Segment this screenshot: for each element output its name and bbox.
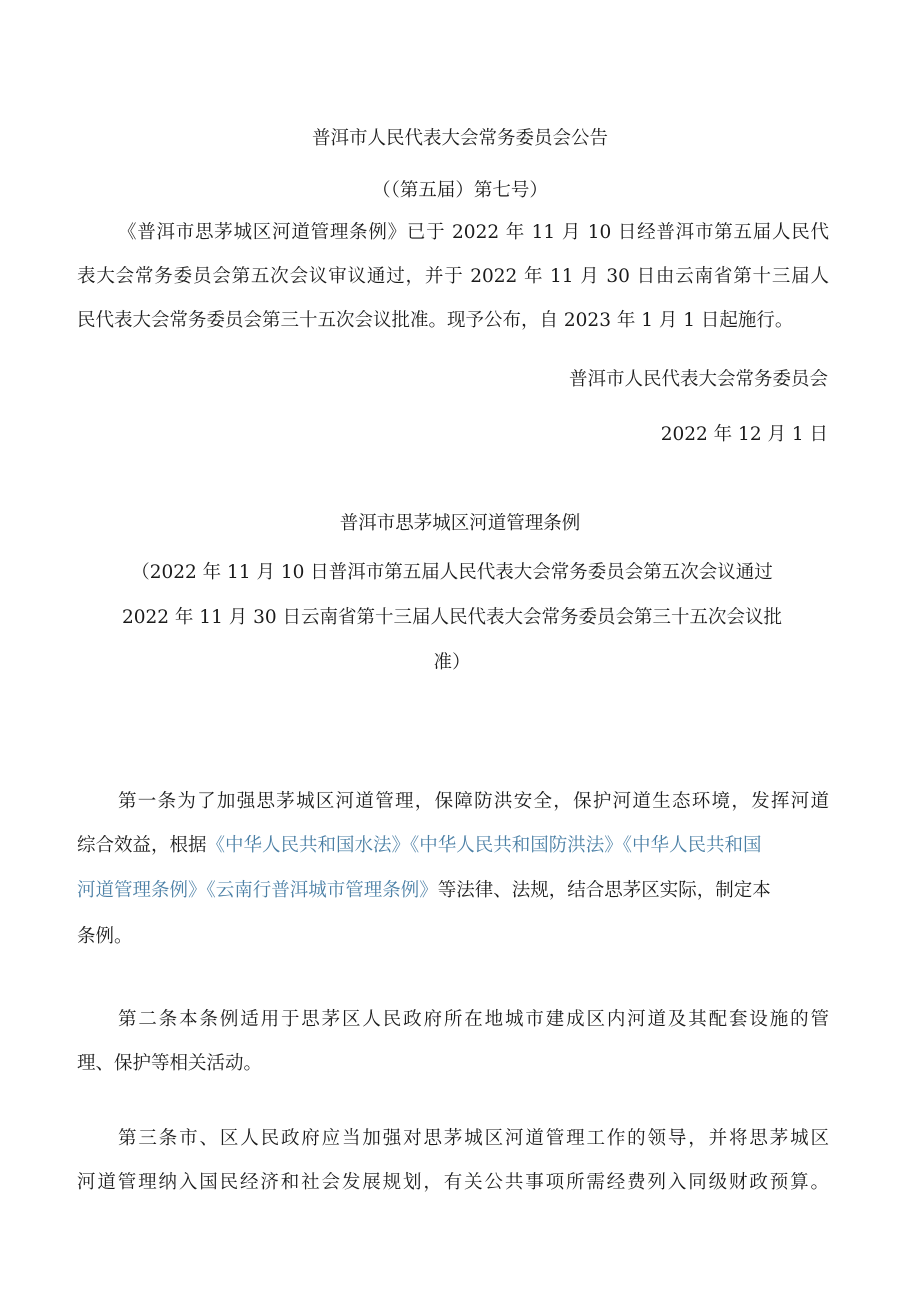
announcement-signer: 普洱市人民代表大会常务委员会 xyxy=(568,369,828,390)
article3-line: 河道管理纳入国民经济和社会发展规划，有关公共事项所需经费列入同级财政预算。 xyxy=(77,1172,829,1193)
law-link-river-regulation-cont[interactable]: 河道管理条例》 xyxy=(77,880,207,901)
announcement-body-line: 表大会常务委员会第五次会议审议通过，并于 2022 年 11 月 30 日由云南省第十三届人 xyxy=(77,266,829,287)
announcement-body-line: 《普洱市思茅城区河道管理条例》已于 2022 年 11 月 10 日经普洱市第五届人民代 xyxy=(118,222,829,243)
law-link-flood-control-law[interactable]: 《中华人民共和国防洪法》 xyxy=(410,835,623,856)
regulation-adoption-line: 2022 年 11 月 30 日云南省第十三届人民代表大会常务委员会第三十五次会议批 xyxy=(121,607,783,628)
regulation-adoption-line: 准） xyxy=(433,652,471,673)
announcement-title: 普洱市人民代表大会常务委员会公告 xyxy=(311,128,608,149)
announcement-body-line: 民代表大会常务委员会第三十五次会议批准。现予公布，自 2023 年 1 月 1 日起施行。 xyxy=(77,310,794,331)
announcement-date: 2022 年 12 月 1 日 xyxy=(660,424,828,445)
article1-line xyxy=(77,837,762,856)
article1-text: 综合效益，根据 xyxy=(77,835,207,856)
article1-line: 第一条为了加强思茅城区河道管理，保障防洪安全，保护河道生态环境，发挥河道 xyxy=(118,791,829,812)
regulation-adoption-line: （2022 年 11 月 10 日普洱市第五届人民代表大会常务委员会第五次会议通过 xyxy=(131,562,773,583)
law-link-water-law[interactable]: 《中华人民共和国水法》 xyxy=(206,835,411,856)
regulation-title: 普洱市思茅城区河道管理条例 xyxy=(339,513,581,534)
article2-line: 第二条本条例适用于思茅区人民政府所在地城市建成区内河道及其配套设施的管 xyxy=(118,1009,829,1030)
article1-text: 等法律、法规，结合思茅区实际，制定本 xyxy=(437,880,771,901)
article1-line xyxy=(77,882,771,901)
law-link-puer-city-regulation[interactable]: 《云南行普洱城市管理条例》 xyxy=(206,880,438,901)
law-link-river-regulation[interactable]: 《中华人民共和国 xyxy=(622,835,762,856)
article3-line: 第三条市、区人民政府应当加强对思茅城区河道管理工作的领导，并将思茅城区 xyxy=(118,1128,829,1149)
article2-line: 理、保护等相关活动。 xyxy=(77,1053,263,1074)
announcement-number: （（第五届）第七号） xyxy=(372,180,548,201)
article1-line: 条例。 xyxy=(77,926,133,947)
